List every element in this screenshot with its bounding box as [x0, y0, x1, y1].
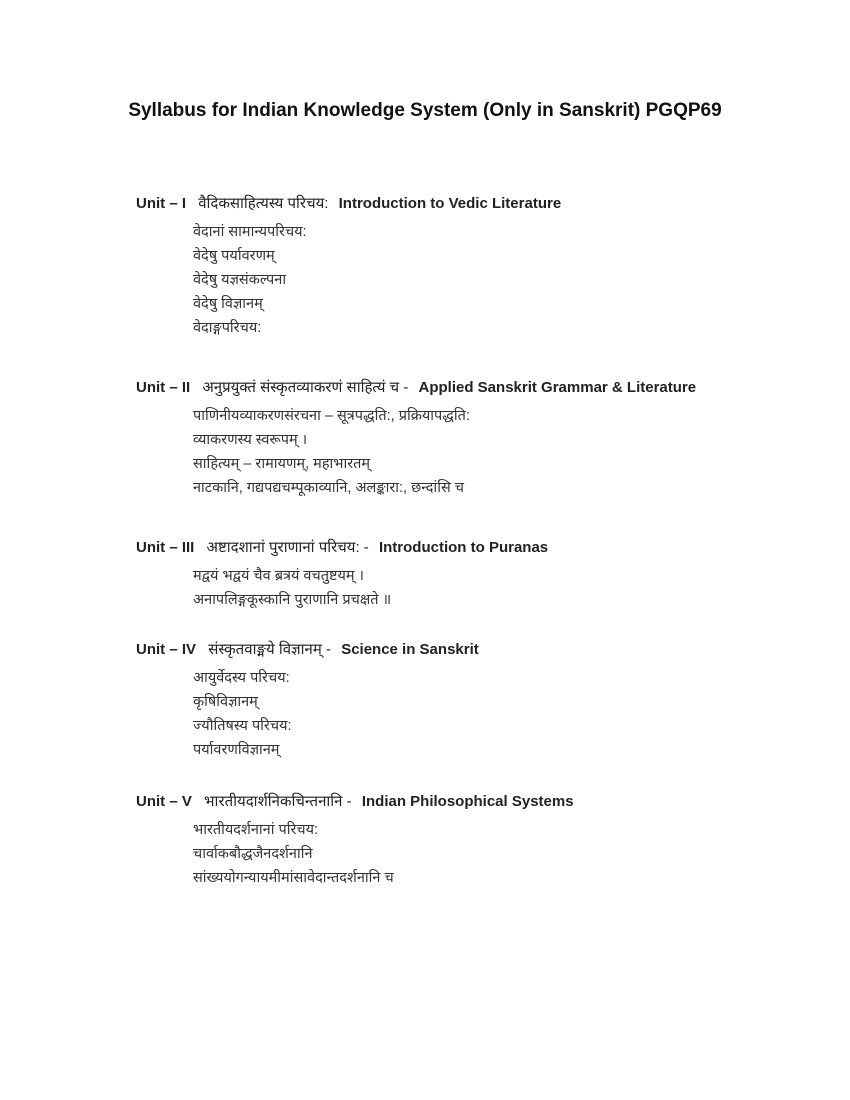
unit-number: Unit – V [136, 793, 192, 810]
unit-english-title: Science in Sanskrit [341, 641, 479, 658]
unit-heading [136, 638, 479, 662]
unit-section [136, 192, 561, 340]
unit-topic: वेदानां सामान्यपरिचय: [193, 224, 307, 240]
unit-english-title: Introduction to Vedic Literature [338, 195, 562, 212]
unit-heading [136, 192, 561, 216]
unit-number: Unit – IV [136, 641, 197, 658]
unit-topic: वेदेषु यज्ञसंकल्पना [193, 272, 287, 288]
unit-topic: भारतीयदर्शनानां परिचय: [193, 822, 319, 838]
unit-english-title: Introduction to Puranas [378, 539, 549, 556]
unit-topic: साहित्यम् – रामायणम्, महाभारतम् [193, 456, 371, 472]
unit-topic: वेदाङ्गपरिचय: [193, 320, 262, 336]
unit-topic: नाटकानि, गद्यपद्यचम्पूकाव्यानि, अलङ्कारा:, छन्दांसि च [193, 480, 464, 496]
unit-topic: मद्वयं भद्वयं चैव ब्रत्रयं वचतुष्टयम् । [193, 568, 365, 584]
unit-section [136, 376, 696, 500]
page-title: Syllabus for Indian Knowledge System (Only in Sanskrit) PGQP69 [128, 100, 722, 121]
unit-topic: अनापलिङ्गकूस्कानि पुराणानि प्रचक्षते ॥ [193, 592, 392, 608]
unit-number: Unit – III [136, 539, 195, 556]
unit-sanskrit-title: अनुप्रयुक्तं संस्कृतव्याकरणं साहित्यं च - [202, 379, 409, 396]
unit-topic: सांख्ययोगन्यायमीमांसावेदान्तदर्शनानि च [193, 870, 394, 886]
unit-topic: चार्वाकबौद्धजैनदर्शनानि [193, 846, 313, 862]
unit-sanskrit-title: अष्टादशानां पुराणानां परिचय: - [206, 539, 369, 556]
unit-number: Unit – II [136, 379, 191, 396]
unit-topic: आयुर्वेदस्य परिचय: [193, 670, 290, 686]
unit-section [136, 536, 548, 612]
unit-topic: वेदेषु विज्ञानम् [193, 296, 263, 312]
unit-topic: वेदेषु पर्यावरणम् [193, 248, 275, 264]
unit-topic: व्याकरणस्य स्वरूपम् । [193, 432, 308, 448]
unit-section [136, 638, 479, 762]
unit-sanskrit-title: संस्कृतवाङ्मये विज्ञानम् - [208, 641, 332, 658]
unit-topic: ज्यौतिषस्य परिचय: [193, 718, 292, 734]
unit-topic: पर्यावरणविज्ञानम् [193, 742, 280, 758]
unit-english-title: Applied Sanskrit Grammar & Literature [418, 379, 697, 396]
unit-sanskrit-title: भारतीयदार्शनिकचिन्तनानि - [204, 793, 352, 810]
unit-topic-list [193, 404, 696, 500]
unit-topic: पाणिनीयव्याकरणसंरचना – सूत्रपद्धति:, प्रक्रियापद्धति: [193, 408, 470, 424]
unit-number: Unit – I [136, 195, 187, 212]
unit-topic: कृषिविज्ञानम् [193, 694, 258, 710]
unit-topic-list [193, 564, 548, 612]
unit-english-title: Indian Philosophical Systems [361, 793, 574, 810]
unit-topic-list [193, 220, 561, 340]
unit-topic-list [193, 666, 479, 762]
unit-heading [136, 790, 574, 814]
unit-heading [136, 536, 548, 560]
unit-sanskrit-title: वैदिकसाहित्यस्य परिचय: [198, 195, 329, 212]
unit-topic-list [193, 818, 574, 890]
unit-heading [136, 376, 696, 400]
unit-section [136, 790, 574, 890]
